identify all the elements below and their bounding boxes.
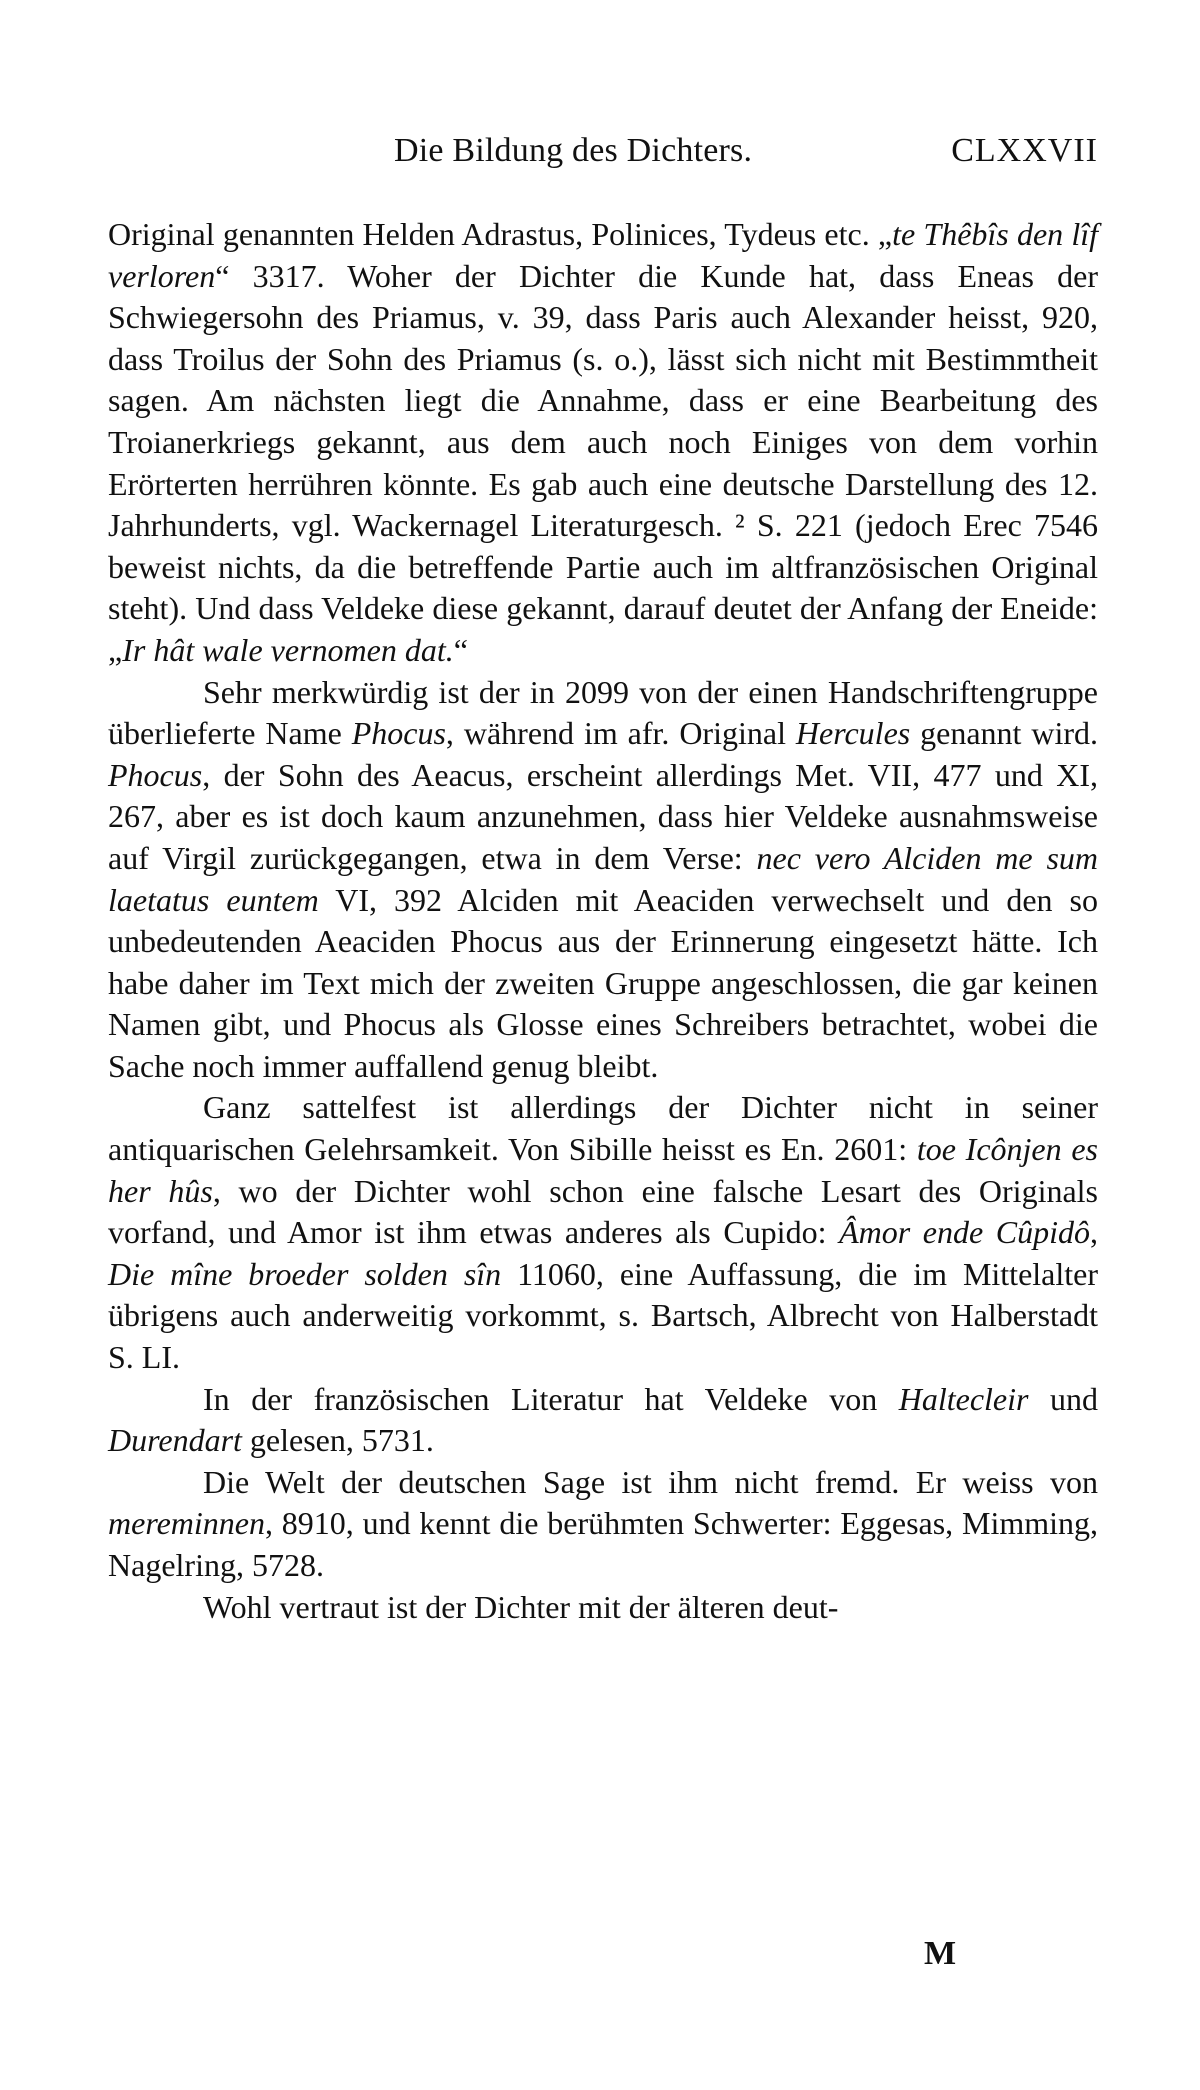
text-segment: 11060, eine Auffassung, die im Mittelalter übrigens auch anderweitig vorkommt, s. Bartsch, Albrecht von Halberstadt S. LI.	[108, 1255, 1099, 1376]
paragraph-1	[108, 214, 1098, 672]
text-segment: , wo der Dichter wohl schon eine falsche Lesart des Originals vorfand, und Amor ist ihm etwas anderes als Cupido:	[108, 1172, 1099, 1251]
italic-quotation: Die mîne broeder solden sîn	[108, 1255, 502, 1292]
italic-name: Durendart	[108, 1422, 242, 1459]
text-segment: Original genannten Helden Adrastus, Polinices, Tydeus etc. „	[108, 216, 893, 252]
running-head	[108, 128, 1098, 174]
italic-quotation: nec vero Alciden me sum laetatus euntem	[108, 839, 1099, 918]
italic-quotation: toe Icônjen es her hûs	[108, 1131, 1099, 1209]
italic-quotation: Ir hât wale vernomen dat.	[122, 631, 454, 668]
italic-word: mereminnen	[108, 1505, 265, 1542]
main-text	[108, 214, 1098, 1628]
text-segment: Wohl vertraut ist der Dichter mit der älteren deut-	[203, 1588, 839, 1625]
italic-name: Haltecleir	[898, 1380, 1029, 1417]
text-segment: Sehr merkwürdig ist der in 2099 von der einen Handschriftengruppe überlieferte Name	[108, 673, 1098, 752]
text-segment: Ganz sattelfest ist allerdings der Dichter nicht in seiner antiquarischen Gelehrsamkeit. Von Sibille heisst es En. 2601:	[108, 1089, 1098, 1168]
paragraph-5	[108, 1462, 1098, 1587]
paragraph-3	[108, 1087, 1098, 1378]
italic-name: Hercules	[795, 715, 911, 752]
text-segment: , der Sohn des Aeacus, erscheint allerdings Met. VII, 477 und XI, 267, aber es ist doch kaum anzunehmen, dass hier Veldeke ausnahmsweise auf Virgil zurückgegangen, etwa in dem Verse:	[108, 756, 1098, 876]
text-segment: Die Welt der deutschen Sage ist ihm nicht fremd. Er weiss von	[203, 1463, 1098, 1500]
paragraph-2	[108, 672, 1098, 1088]
text-segment: “	[453, 631, 468, 668]
text-segment: , 8910, und kennt die berühmten Schwerter: Eggesas, Mimming, Nagelring, 5728.	[108, 1505, 1098, 1583]
running-title: Die Bildung des Dichters.	[394, 132, 753, 169]
text-segment: gelesen, 5731.	[241, 1422, 434, 1459]
text-segment: “ 3317. Woher der Dichter die Kunde hat, dass Eneas der Schwiegersohn des Priamus, v. 39, dass Paris auch Alexander heisst, 920, dass Troilus der Sohn des Priamus (s. o.), lässt sich nicht mit Bestimmtheit sagen. Am nächsten liegt die Annahme, dass er eine Bearbeitung des Troianerkriegs gekannt, aus dem auch noch Einiges von dem vorhin Erörterten herrühren könnte. Es gab auch eine deutsche Darstellung des 12. Jahrhunderts, vgl. Wackernagel Literaturgesch. ² S. 221 (jedoch Erec 7546 beweist nichts, da die betreffende Partie auch im altfranzösischen Original steht). Und dass Veldeke diese gekannt, darauf deutet der Anfang der Eneide: „	[108, 257, 1098, 668]
text-segment: genannt wird.	[910, 715, 1099, 752]
text-segment: ,	[1090, 1214, 1099, 1251]
paragraph-4	[108, 1379, 1098, 1462]
paragraph-6	[108, 1587, 1098, 1629]
text-segment: , während im afr. Original	[445, 715, 796, 752]
italic-name: Phocus	[351, 715, 446, 752]
page-number: CLXXVII	[951, 132, 1098, 169]
italic-name: Phocus	[108, 756, 203, 793]
italic-quotation: Âmor ende Cûpidô	[839, 1214, 1091, 1251]
text-segment: In der französischen Literatur hat Veldeke von	[203, 1380, 899, 1417]
text-segment: VI, 392 Alciden mit Aeaciden verwechselt und den so unbedeutenden Aeaciden Phocus aus der Erinnerung eingesetzt hätte. Ich habe daher im Text mich der zweiten Gruppe angeschlossen, die gar keinen Namen gibt, und Phocus als Glosse eines Schreibers betrachtet, wobei die Sache noch immer auffallend genug bleibt.	[108, 881, 1099, 1084]
printer-signature: M	[924, 1935, 957, 1972]
text-segment: und	[1028, 1380, 1099, 1417]
italic-quotation: te Thêbîs den lîf verloren	[108, 216, 1099, 294]
